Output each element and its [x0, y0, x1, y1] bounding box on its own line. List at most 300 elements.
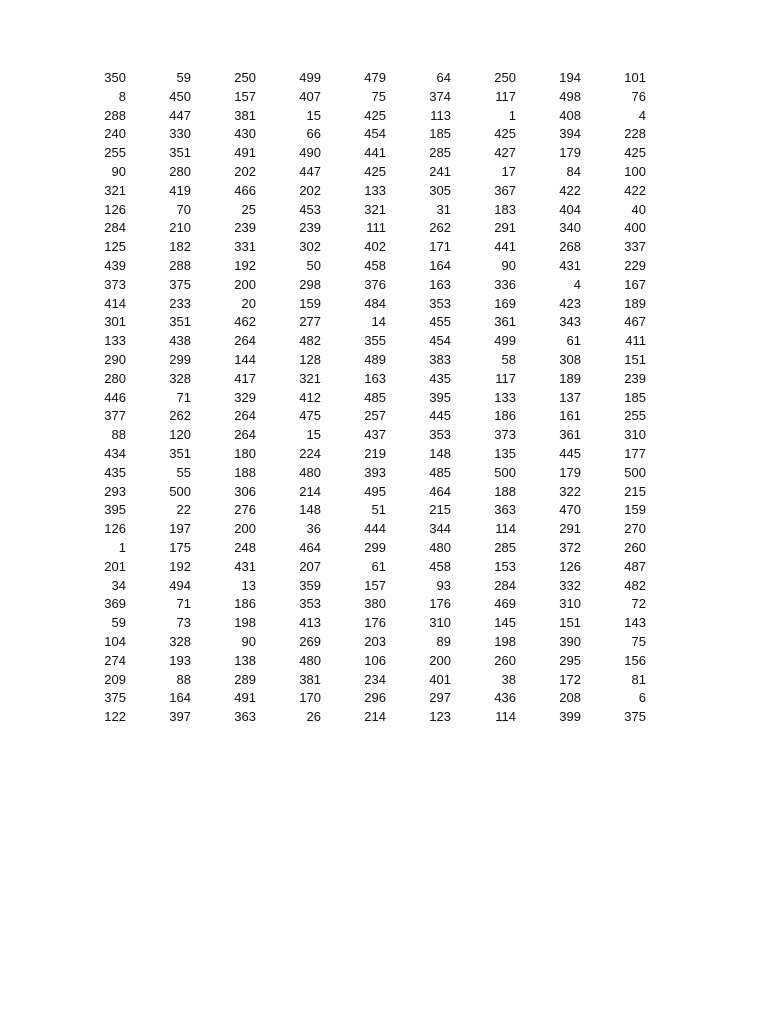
table-cell: 40: [631, 201, 646, 217]
table-cell: 143: [624, 615, 646, 631]
table-cell: 264: [234, 408, 256, 424]
table-cell: 430: [234, 126, 256, 142]
table-cell: 148: [429, 445, 451, 461]
table-cell: 264: [234, 427, 256, 443]
table-cell: 234: [364, 671, 386, 687]
table-cell: 499: [299, 70, 321, 85]
table-cell: 299: [169, 351, 191, 367]
table-cell: 484: [364, 295, 386, 311]
table-cell: 89: [436, 633, 451, 649]
table-row: [63, 257, 648, 276]
table-cell: 298: [299, 276, 321, 292]
table-cell: 126: [559, 558, 581, 574]
table-cell: 296: [364, 690, 386, 706]
table-cell: 71: [176, 389, 191, 405]
table-cell: 376: [364, 276, 386, 292]
table-cell: 369: [104, 596, 126, 612]
table-cell: 125: [104, 239, 126, 255]
table-cell: 90: [111, 163, 126, 179]
table-cell: 293: [104, 483, 126, 499]
table-cell: 350: [104, 70, 126, 85]
table-cell: 413: [299, 615, 321, 631]
table-cell: 480: [299, 652, 321, 668]
table-cell: 269: [299, 633, 321, 649]
table-cell: 435: [104, 464, 126, 480]
table-cell: 163: [429, 276, 451, 292]
table-cell: 453: [299, 201, 321, 217]
table-row: [63, 501, 648, 520]
table-cell: 343: [559, 314, 581, 330]
table-cell: 72: [631, 596, 646, 612]
table-cell: 185: [429, 126, 451, 142]
table-cell: 179: [559, 145, 581, 161]
table-cell: 380: [364, 596, 386, 612]
table-cell: 425: [624, 145, 646, 161]
table-cell: 438: [169, 333, 191, 349]
table-cell: 126: [104, 201, 126, 217]
table-cell: 75: [631, 633, 646, 649]
table-cell: 34: [111, 577, 126, 593]
table-row: [63, 219, 648, 238]
table-cell: 400: [624, 220, 646, 236]
table-cell: 250: [234, 70, 256, 85]
table-cell: 479: [364, 70, 386, 85]
table-cell: 188: [494, 483, 516, 499]
table-row: [63, 614, 648, 633]
table-row: [63, 332, 648, 351]
table-cell: 64: [436, 70, 451, 85]
table-cell: 383: [429, 351, 451, 367]
table-cell: 295: [559, 652, 581, 668]
table-cell: 260: [624, 539, 646, 555]
table-cell: 207: [299, 558, 321, 574]
table-cell: 189: [559, 370, 581, 386]
table-cell: 214: [364, 709, 386, 725]
table-cell: 4: [573, 276, 581, 292]
table-cell: 161: [559, 408, 581, 424]
table-cell: 423: [559, 295, 581, 311]
table-cell: 200: [234, 276, 256, 292]
table-cell: 480: [429, 539, 451, 555]
table-cell: 373: [104, 276, 126, 292]
table-cell: 482: [299, 333, 321, 349]
table-cell: 446: [104, 389, 126, 405]
table-cell: 255: [104, 145, 126, 161]
table-cell: 13: [241, 577, 256, 593]
table-cell: 6: [638, 690, 646, 706]
table-cell: 262: [169, 408, 191, 424]
table-cell: 193: [169, 652, 191, 668]
table-cell: 445: [429, 408, 451, 424]
table-cell: 454: [364, 126, 386, 142]
table-cell: 353: [429, 295, 451, 311]
table-cell: 373: [494, 427, 516, 443]
table-cell: 291: [494, 220, 516, 236]
table-cell: 419: [169, 182, 191, 198]
table-cell: 277: [299, 314, 321, 330]
table-cell: 214: [299, 483, 321, 499]
table-cell: 185: [624, 389, 646, 405]
table-cell: 239: [299, 220, 321, 236]
table-row: [63, 351, 648, 370]
table-cell: 219: [364, 445, 386, 461]
table-cell: 192: [169, 558, 191, 574]
table-cell: 144: [234, 351, 256, 367]
table-cell: 402: [364, 239, 386, 255]
table-cell: 447: [169, 107, 191, 123]
table-cell: 297: [429, 690, 451, 706]
table-row: [63, 144, 648, 163]
table-cell: 239: [624, 370, 646, 386]
table-cell: 322: [559, 483, 581, 499]
table-cell: 113: [430, 107, 451, 123]
table-cell: 15: [306, 107, 321, 123]
table-cell: 450: [169, 88, 191, 104]
table-cell: 164: [429, 257, 451, 273]
table-cell: 151: [624, 351, 646, 367]
table-row: [63, 464, 648, 483]
table-cell: 310: [429, 615, 451, 631]
table-cell: 390: [559, 633, 581, 649]
table-cell: 331: [234, 239, 256, 255]
table-cell: 145: [494, 615, 516, 631]
table-cell: 422: [624, 182, 646, 198]
table-cell: 363: [234, 709, 256, 725]
table-cell: 434: [104, 445, 126, 461]
table-cell: 458: [429, 558, 451, 574]
table-cell: 321: [104, 182, 126, 198]
table-body: [63, 69, 648, 727]
table-cell: 182: [169, 239, 191, 255]
table-cell: 197: [169, 521, 191, 537]
table-row: [63, 558, 648, 577]
table-cell: 491: [234, 690, 256, 706]
table-cell: 494: [169, 577, 191, 593]
table-cell: 20: [241, 295, 256, 311]
table-cell: 328: [169, 633, 191, 649]
table-cell: 500: [494, 464, 516, 480]
table-cell: 135: [494, 445, 516, 461]
table-cell: 498: [559, 88, 581, 104]
table-cell: 411: [625, 333, 646, 349]
table-cell: 55: [176, 464, 191, 480]
table-cell: 469: [494, 596, 516, 612]
table-cell: 290: [104, 351, 126, 367]
table-cell: 17: [501, 163, 516, 179]
table-cell: 285: [429, 145, 451, 161]
table-cell: 167: [624, 276, 646, 292]
table-cell: 157: [364, 577, 386, 593]
table-cell: 310: [559, 596, 581, 612]
table-cell: 399: [559, 709, 581, 725]
table-cell: 186: [234, 596, 256, 612]
table-cell: 499: [494, 333, 516, 349]
table-cell: 262: [429, 220, 451, 236]
table-cell: 114: [495, 521, 516, 537]
table-cell: 328: [169, 370, 191, 386]
table-cell: 50: [306, 257, 321, 273]
table-cell: 397: [169, 709, 191, 725]
table-cell: 198: [494, 633, 516, 649]
table-row: [63, 595, 648, 614]
table-cell: 280: [169, 163, 191, 179]
table-cell: 437: [364, 427, 386, 443]
table-cell: 306: [234, 483, 256, 499]
table-cell: 425: [364, 107, 386, 123]
table-cell: 93: [436, 577, 451, 593]
table-cell: 138: [234, 652, 256, 668]
table-cell: 480: [299, 464, 321, 480]
number-grid: [63, 69, 648, 727]
table-cell: 445: [559, 445, 581, 461]
table-cell: 500: [169, 483, 191, 499]
table-cell: 495: [364, 483, 386, 499]
table-cell: 305: [429, 182, 451, 198]
table-cell: 302: [299, 239, 321, 255]
table-cell: 14: [371, 314, 386, 330]
table-cell: 412: [299, 389, 321, 405]
table-cell: 482: [624, 577, 646, 593]
table-cell: 90: [241, 633, 256, 649]
table-row: [63, 652, 648, 671]
table-cell: 475: [299, 408, 321, 424]
table-cell: 464: [429, 483, 451, 499]
table-cell: 172: [559, 671, 581, 687]
table-cell: 489: [364, 351, 386, 367]
table-cell: 159: [299, 295, 321, 311]
table-cell: 425: [494, 126, 516, 142]
table-cell: 84: [566, 163, 581, 179]
table-cell: 25: [241, 201, 256, 217]
table-cell: 291: [559, 521, 581, 537]
table-row: [63, 389, 648, 408]
table-row: [63, 671, 648, 690]
table-cell: 487: [624, 558, 646, 574]
table-cell: 59: [176, 70, 191, 85]
table-cell: 61: [371, 558, 386, 574]
table-cell: 133: [364, 182, 386, 198]
table-cell: 59: [111, 615, 126, 631]
table-cell: 169: [494, 295, 516, 311]
table-cell: 4: [638, 107, 646, 123]
table-cell: 201: [104, 558, 126, 574]
table-cell: 422: [559, 182, 581, 198]
table-row: [63, 539, 648, 558]
table-cell: 375: [104, 690, 126, 706]
table-cell: 241: [429, 163, 451, 179]
table-cell: 100: [624, 163, 646, 179]
table-cell: 301: [104, 314, 126, 330]
table-cell: 1: [508, 107, 516, 123]
table-cell: 353: [299, 596, 321, 612]
table-cell: 210: [169, 220, 191, 236]
table-cell: 284: [494, 577, 516, 593]
table-cell: 407: [299, 88, 321, 104]
table-row: [63, 107, 648, 126]
table-cell: 336: [494, 276, 516, 292]
table-cell: 61: [566, 333, 581, 349]
table-cell: 179: [559, 464, 581, 480]
table-cell: 377: [104, 408, 126, 424]
table-cell: 288: [169, 257, 191, 273]
table-cell: 381: [299, 671, 321, 687]
table-cell: 374: [429, 88, 451, 104]
table-cell: 200: [234, 521, 256, 537]
table-cell: 355: [364, 333, 386, 349]
table-row: [63, 163, 648, 182]
table-cell: 431: [234, 558, 256, 574]
table-cell: 36: [306, 521, 321, 537]
table-cell: 117: [495, 88, 516, 104]
table-row: [63, 633, 648, 652]
table-cell: 137: [559, 389, 581, 405]
table-cell: 31: [436, 201, 451, 217]
table-cell: 163: [364, 370, 386, 386]
table-cell: 156: [624, 652, 646, 668]
table-cell: 299: [364, 539, 386, 555]
table-cell: 425: [364, 163, 386, 179]
table-row: [63, 483, 648, 502]
table-cell: 439: [104, 257, 126, 273]
table-cell: 75: [371, 88, 386, 104]
table-cell: 285: [494, 539, 516, 555]
table-cell: 111: [366, 220, 386, 236]
table-row: [63, 445, 648, 464]
table-cell: 310: [624, 427, 646, 443]
table-cell: 133: [494, 389, 516, 405]
table-cell: 381: [234, 107, 256, 123]
table-cell: 351: [169, 445, 191, 461]
table-cell: 394: [559, 126, 581, 142]
table-row: [63, 689, 648, 708]
table-cell: 126: [104, 521, 126, 537]
table-cell: 359: [299, 577, 321, 593]
table-cell: 176: [429, 596, 451, 612]
table-cell: 414: [104, 295, 126, 311]
table-cell: 337: [624, 239, 646, 255]
table-row: [63, 88, 648, 107]
table-cell: 15: [306, 427, 321, 443]
table-cell: 353: [429, 427, 451, 443]
table-row: [63, 201, 648, 220]
table-cell: 229: [624, 257, 646, 273]
table-cell: 375: [169, 276, 191, 292]
table-cell: 431: [559, 257, 581, 273]
table-cell: 436: [494, 690, 516, 706]
table-cell: 153: [494, 558, 516, 574]
table-cell: 51: [371, 502, 386, 518]
table-row: [63, 577, 648, 596]
table-cell: 274: [104, 652, 126, 668]
table-cell: 73: [176, 615, 191, 631]
table-cell: 454: [429, 333, 451, 349]
table-cell: 344: [429, 521, 451, 537]
table-row: [63, 276, 648, 295]
table-cell: 240: [104, 126, 126, 142]
table-cell: 435: [429, 370, 451, 386]
table-cell: 183: [494, 201, 516, 217]
table-cell: 186: [494, 408, 516, 424]
table-cell: 128: [299, 351, 321, 367]
table-cell: 395: [104, 502, 126, 518]
table-cell: 76: [631, 88, 646, 104]
table-cell: 88: [176, 671, 191, 687]
table-cell: 372: [559, 539, 581, 555]
table-cell: 288: [104, 107, 126, 123]
table-cell: 462: [234, 314, 256, 330]
table-cell: 157: [234, 88, 256, 104]
table-cell: 171: [429, 239, 451, 255]
table-cell: 224: [299, 445, 321, 461]
table-cell: 393: [364, 464, 386, 480]
table-cell: 104: [104, 633, 126, 649]
table-cell: 458: [364, 257, 386, 273]
table-row: [63, 370, 648, 389]
table-cell: 101: [624, 70, 646, 85]
table-cell: 408: [559, 107, 581, 123]
table-cell: 268: [559, 239, 581, 255]
table-cell: 175: [169, 539, 191, 555]
table-cell: 208: [559, 690, 581, 706]
table-cell: 485: [364, 389, 386, 405]
table-cell: 466: [234, 182, 256, 198]
table-cell: 490: [299, 145, 321, 161]
table-row: [63, 708, 648, 727]
table-cell: 257: [364, 408, 386, 424]
table-cell: 228: [624, 126, 646, 142]
table-cell: 329: [234, 389, 256, 405]
table-cell: 417: [234, 370, 256, 386]
table-cell: 500: [624, 464, 646, 480]
table-cell: 188: [234, 464, 256, 480]
table-cell: 176: [364, 615, 386, 631]
table-cell: 467: [624, 314, 646, 330]
table-cell: 250: [494, 70, 516, 85]
table-cell: 22: [176, 502, 191, 518]
table-cell: 26: [306, 709, 321, 725]
table-cell: 120: [169, 427, 191, 443]
table-cell: 239: [234, 220, 256, 236]
table-cell: 194: [559, 70, 581, 85]
table-cell: 159: [624, 502, 646, 518]
table-row: [63, 125, 648, 144]
table-row: [63, 69, 648, 88]
table-cell: 284: [104, 220, 126, 236]
table-cell: 264: [234, 333, 256, 349]
table-cell: 351: [169, 145, 191, 161]
table-cell: 280: [104, 370, 126, 386]
table-cell: 447: [299, 163, 321, 179]
table-cell: 71: [176, 596, 191, 612]
table-cell: 117: [495, 370, 516, 386]
table-cell: 180: [234, 445, 256, 461]
table-cell: 81: [631, 671, 646, 687]
table-cell: 215: [624, 483, 646, 499]
table-cell: 123: [429, 709, 451, 725]
table-cell: 270: [624, 521, 646, 537]
table-cell: 340: [559, 220, 581, 236]
table-cell: 444: [364, 521, 386, 537]
table-cell: 470: [559, 502, 581, 518]
table-cell: 90: [501, 257, 516, 273]
table-cell: 276: [234, 502, 256, 518]
table-cell: 133: [104, 333, 126, 349]
table-cell: 404: [559, 201, 581, 217]
table-cell: 332: [559, 577, 581, 593]
table-cell: 361: [494, 314, 516, 330]
table-cell: 148: [299, 502, 321, 518]
table-cell: 189: [624, 295, 646, 311]
